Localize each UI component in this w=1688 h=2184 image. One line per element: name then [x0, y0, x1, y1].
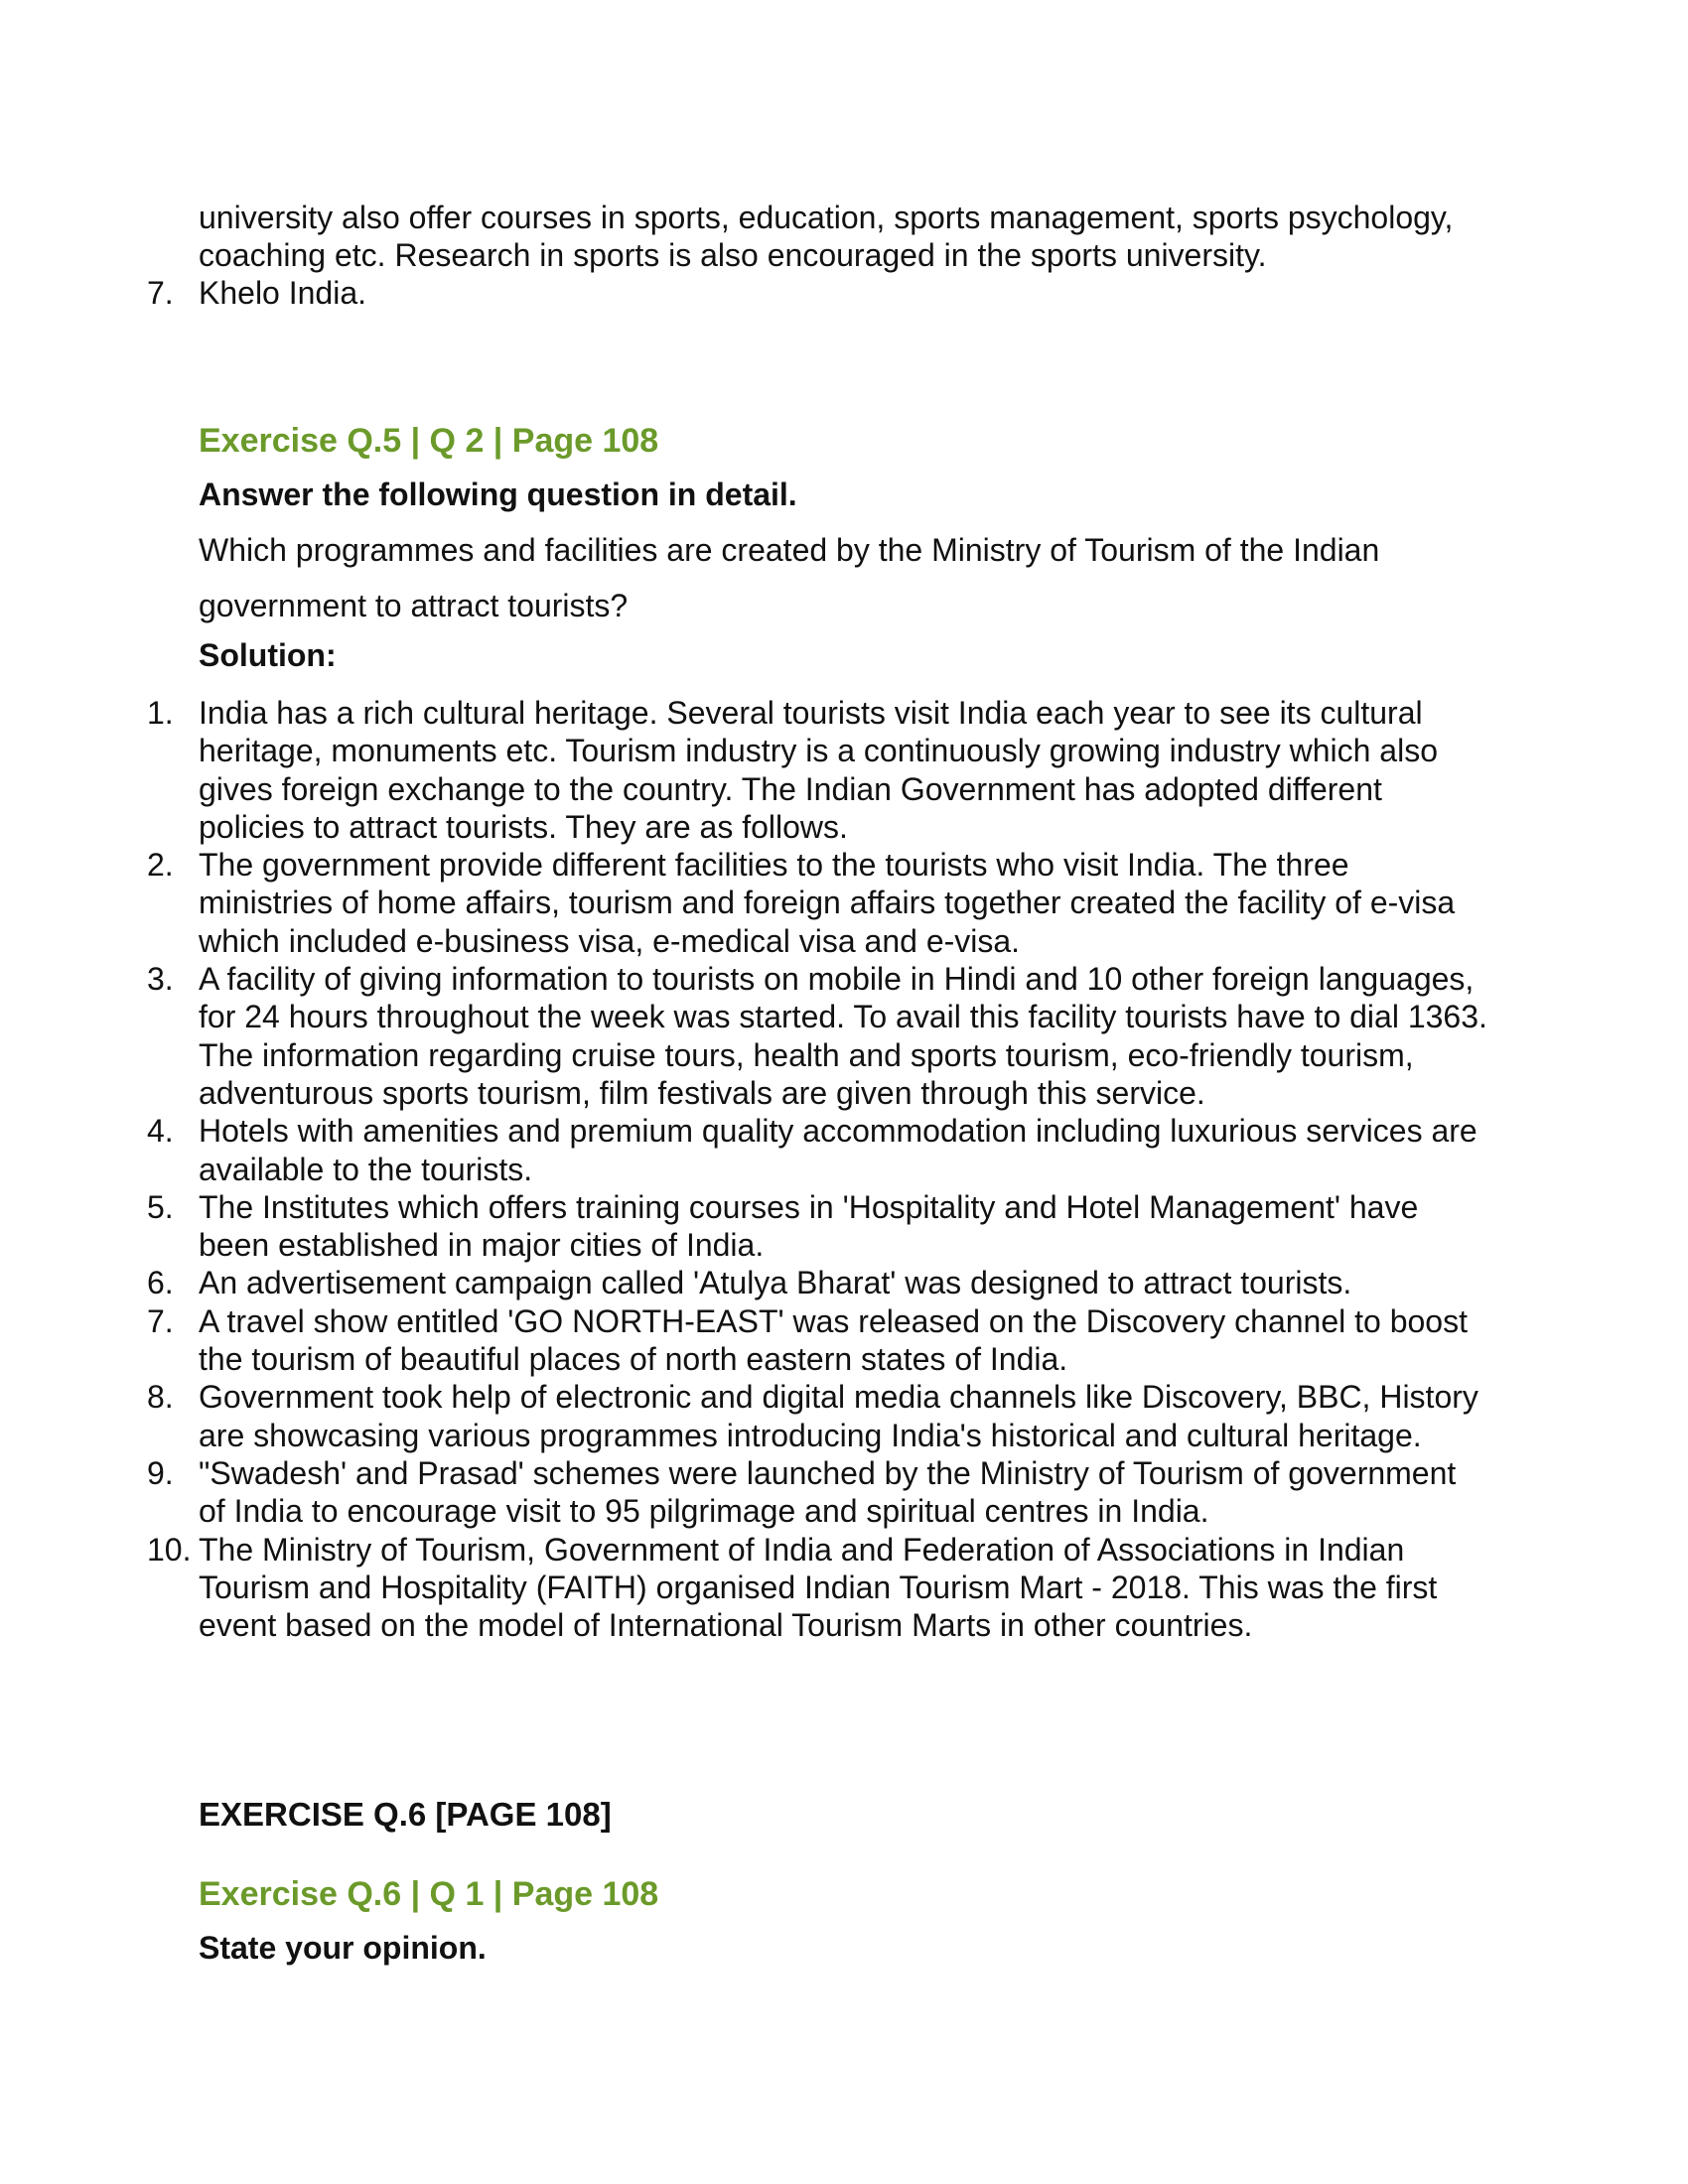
list-item: [147, 1378, 1489, 1454]
list-item: [147, 1188, 1489, 1265]
list-number: 3.: [147, 961, 174, 998]
list-item: [147, 1264, 1489, 1301]
list-number: 5.: [147, 1188, 174, 1225]
exercise-q5-2-block: [199, 421, 1489, 461]
exercise-q6-section-block: [199, 1795, 1489, 1835]
list-item: [147, 274, 1489, 312]
continuation-block: [147, 199, 1489, 312]
list-text: Khelo India.: [199, 275, 367, 311]
question-instruction: Answer the following question in detail.: [199, 477, 797, 512]
solution-list-block: [147, 694, 1489, 1644]
list-text: Hotels with amenities and premium quality accommodation including luxurious services are available to the tourists.: [199, 1113, 1477, 1187]
list-item: [147, 846, 1489, 960]
list-text: The Ministry of Tourism, Government of India and Federation of Associations in Indian Tourism and Hospitality (FAITH) organised Indian Tourism Mart - 2018. This was the first event based on the model of International Tourism Marts in other countries.: [199, 1531, 1438, 1644]
exercise-q6-instruction-block: [199, 1928, 1489, 1968]
list-item: [147, 1454, 1489, 1531]
list-number: 9.: [147, 1454, 174, 1491]
list-number: 1.: [147, 695, 174, 731]
list-item: [147, 1302, 1489, 1379]
list-text: The Institutes which offers training courses in 'Hospitality and Hotel Management' have been established in major cities of India.: [199, 1188, 1419, 1264]
list-text: India has a rich cultural heritage. Several tourists visit India each year to see its cultural heritage, monuments etc. Tourism industry is a continuously growing industry which also gives foreign exchange to the country. The Indian Government has adopted different policies to attract tourists. They are as follows.: [199, 695, 1438, 845]
list-number: 7.: [147, 1302, 174, 1339]
list-number: 10.: [147, 1531, 192, 1568]
list-number: 4.: [147, 1113, 174, 1150]
list-text: Government took help of electronic and digital media channels like Discovery, BBC, History are showcasing various programmes introducing India's historical and cultural heritage.: [199, 1379, 1478, 1453]
list-number: 2.: [147, 847, 174, 884]
list-item: [147, 1112, 1489, 1188]
list-item: [147, 960, 1489, 1112]
list-text: An advertisement campaign called 'Atulya Bharat' was designed to attract tourists.: [199, 1265, 1352, 1301]
solution-label: Solution:: [199, 637, 337, 673]
continuation-list: [147, 274, 1489, 312]
list-text: "Swadesh' and Prasad' schemes were launched by the Ministry of Tourism of government of India to encourage visit to 95 pilgrimage and spiritual centres in India.: [199, 1454, 1457, 1530]
list-number: 6.: [147, 1265, 174, 1301]
exercise-heading: Exercise Q.5 | Q 2 | Page 108: [199, 422, 659, 460]
list-text: A travel show entitled 'GO NORTH-EAST' was released on the Discovery channel to boost the tourism of beautiful places of north eastern states of India.: [199, 1302, 1468, 1378]
question-instruction: State your opinion.: [199, 1930, 487, 1966]
section-heading: EXERCISE Q.6 [PAGE 108]: [199, 1796, 612, 1833]
list-item: [147, 694, 1489, 846]
list-text: A facility of giving information to tourists on mobile in Hindi and 10 other foreign languages, for 24 hours throughout the week was started. To avail this facility tourists have to dial 1363. The information regarding cruise tours, health and sports tourism, eco-friendly tourism, adventurous sports tourism, film festivals are given through this service.: [199, 961, 1487, 1111]
instruction-block: [199, 475, 1489, 514]
question-text: Which programmes and facilities are created by the Ministry of Tourism of the Indian government to attract tourists?: [199, 532, 1380, 623]
question-block: [199, 522, 1489, 633]
list-text: The government provide different facilities to the tourists who visit India. The three ministries of home affairs, tourism and foreign affairs together created the facility of e-visa which included e-business visa, e-medical visa and e-visa.: [199, 847, 1456, 959]
exercise-q6-1-block: [199, 1874, 1489, 1914]
continuation-paragraph: university also offer courses in sports, education, sports management, sports psychology, coaching etc. Research in sports is also encouraged in the sports university.: [199, 200, 1454, 273]
exercise-heading: Exercise Q.6 | Q 1 | Page 108: [199, 1875, 659, 1913]
list-number: 8.: [147, 1379, 174, 1416]
list-number: 7.: [147, 275, 174, 311]
list-item: [147, 1531, 1489, 1645]
solution-label-block: [199, 635, 1489, 675]
solution-list: [147, 694, 1489, 1644]
